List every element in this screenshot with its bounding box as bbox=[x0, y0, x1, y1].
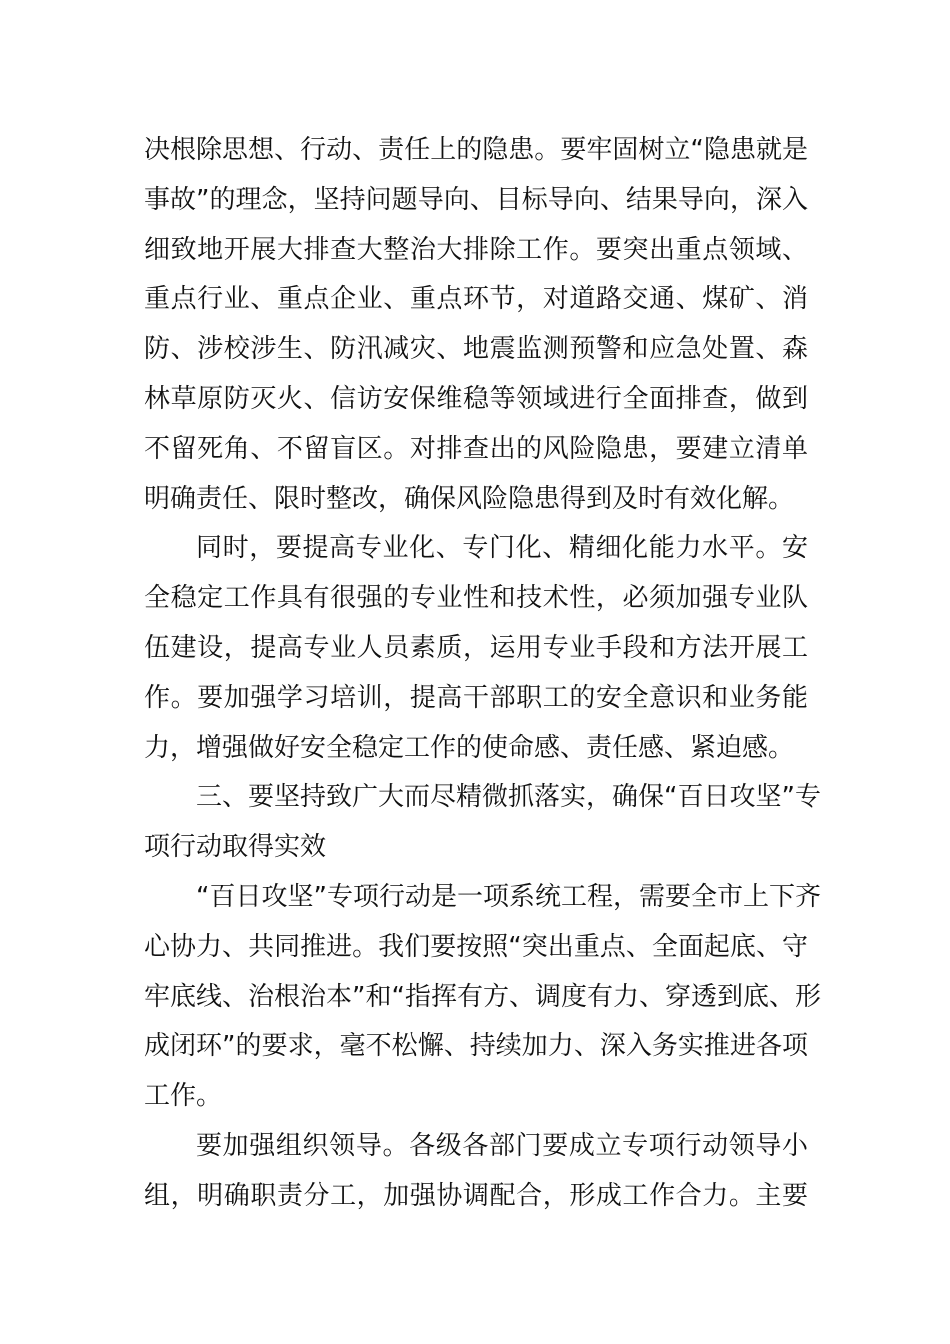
document-body bbox=[144, 126, 821, 1222]
text-line: “百日攻坚”专项行动是一项系统工程，需要全市上下齐 bbox=[196, 881, 821, 912]
text-line: 林草原防灭火、信访安保维稳等领域进行全面排查，做到 bbox=[144, 383, 808, 414]
paragraph-1 bbox=[144, 126, 808, 524]
text-line: 防、涉校涉生、防汛减灾、地震监测预警和应急处置、森 bbox=[144, 334, 808, 365]
text-line: 工作。 bbox=[144, 1081, 223, 1112]
text-line: 组，明确职责分工，加强协调配合，形成工作合力。主要 bbox=[144, 1180, 808, 1211]
section-heading-3 bbox=[144, 773, 821, 873]
text-line: 决根除思想、行动、责任上的隐患。要牢固树立“隐患就是 bbox=[144, 135, 808, 165]
text-line: 要加强组织领导。各级各部门要成立专项行动领导小 bbox=[196, 1130, 808, 1161]
text-line: 伍建设，提高专业人员素质，运用专业手段和方法开展工 bbox=[144, 632, 808, 663]
text-line: 作。要加强学习培训，提高干部职工的安全意识和业务能 bbox=[144, 682, 808, 713]
heading-line: 项行动取得实效 bbox=[144, 832, 327, 863]
text-line: 成闭环”的要求，毫不松懈、持续加力、深入务实推进各项 bbox=[144, 1031, 808, 1062]
paragraph-5 bbox=[144, 1122, 808, 1222]
text-line: 全稳定工作具有很强的专业性和技术性，必须加强专业队 bbox=[144, 583, 808, 614]
text-line: 细致地开展大排查大整治大排除工作。要突出重点领域、 bbox=[144, 234, 808, 265]
text-line: 力，增强做好安全稳定工作的使命感、责任感、紧迫感。 bbox=[144, 732, 795, 763]
text-line: 牢底线、治根治本”和“指挥有方、调度有力、穿透到底、形 bbox=[144, 981, 821, 1012]
paragraph-2 bbox=[144, 524, 808, 773]
text-line: 同时，要提高专业化、专门化、精细化能力水平。安 bbox=[196, 533, 808, 564]
text-line: 不留死角、不留盲区。对排查出的风险隐患，要建立清单 bbox=[144, 433, 808, 464]
text-line: 心协力、共同推进。我们要按照“突出重点、全面起底、守 bbox=[144, 931, 808, 962]
heading-line: 三、要坚持致广大而尽精微抓落实，确保“百日攻坚”专 bbox=[196, 782, 821, 813]
paragraph-4 bbox=[144, 873, 821, 1122]
text-line: 事故”的理念，坚持问题导向、目标导向、结果导向，深入 bbox=[144, 184, 808, 215]
text-line: 重点行业、重点企业、重点环节，对道路交通、煤矿、消 bbox=[144, 284, 808, 315]
text-line: 明确责任、限时整改，确保风险隐患得到及时有效化解。 bbox=[144, 483, 795, 514]
